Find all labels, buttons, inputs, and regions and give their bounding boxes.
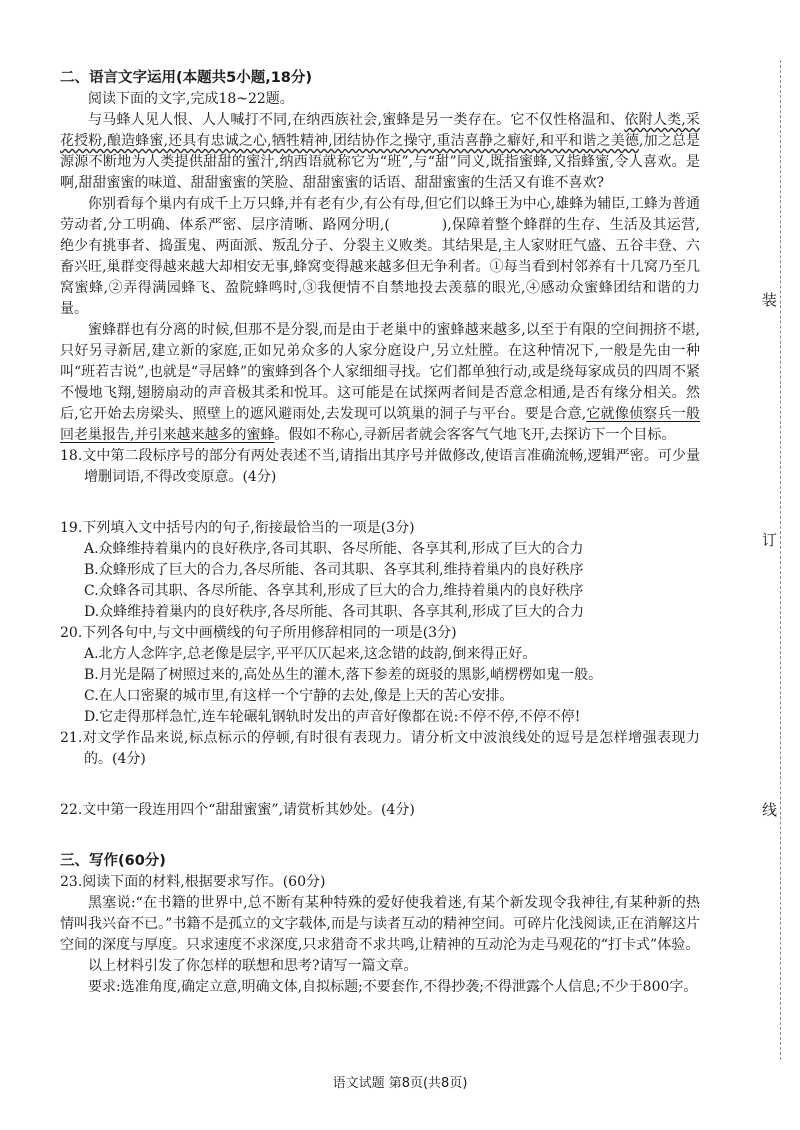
option-a: A.北方人念阵字,总老像是层字,平平仄仄起来,这念错的歧韵,倒来得正好。 — [84, 646, 537, 662]
underlined-sentence: 它就像侦察兵一般回老巢报告,并引来越来越多的蜜蜂 — [60, 406, 700, 443]
answer-space — [60, 488, 700, 518]
passage-paragraph-1 — [60, 110, 700, 194]
option-c: C.众蜂各司其职、各尽所能、各享其利,形成了巨大的合力,维持着巢内的良好秩序 — [84, 583, 584, 599]
option-b: B.月光是隔了树照过来的,高处丛生的灌木,落下参差的斑驳的黑影,峭楞楞如鬼一般。 — [84, 667, 603, 683]
binding-mark-xian: 线 — [762, 795, 777, 824]
binding-mark-ding: 订 — [762, 525, 777, 554]
writing-prompt: 以上材料引发了你怎样的联想和思考?请写一篇文章。 — [88, 958, 418, 974]
reading-instruction: 阅读下面的文字,完成18~22题。 — [88, 91, 294, 107]
question-18: 18.文中第二段标序号的部分有两处表述不当,请指出其序号并做修改,使语言准确流畅,逻辑严密。可少量增删词语,不得改变原意。(4分) — [60, 448, 700, 485]
passage-text: ,加之总是源源不断地为人类提供甜甜的蜜汁,纳西语就称它为“班”,与“甜”同义,既指蜜蜂,又指蜂蜜,令人喜欢。是啊,甜甜蜜蜜的味道、甜甜蜜蜜的笑脸、甜甜蜜蜜的话语、甜甜蜜蜜的生活又有谁不喜欢? — [60, 133, 700, 191]
passage-text: 蜜蜂群也有分离的时候,但那不是分裂,而是由于老巢中的蜜蜂越来越多,以至于有限的空间拥挤不堪,只好另寻新居,建立新的家庭,正如兄弟众多的人家分庭设户,另立灶膛。在这种情况下,一般是先由一种叫“班若吉说”,也就是“寻居蜂”的蜜蜂到各个人家细细寻找。它们都单独行动,或是绕每家成员的四周不紧不慢地飞翔,翅膀扇动的声音极其柔和悦耳。这可能是在试探两者间是否意念相通,是否有缘分相关。然后,它开始去房梁头、照壁上的遮风避雨处,去发现可以筑巢的洞子与平台。要是合意, — [60, 322, 700, 422]
question-19: 19.下列填入文中括号内的句子,衔接最恰当的一项是(3分) — [60, 520, 415, 536]
section-title: 二、语言文字运用(本题共5小题,18分) — [60, 70, 313, 86]
passage-text: 与马蜂人见人恨、人人喊打不同,在纳西族社会,蜜蜂是另一类存在。它不仅性格温和、 — [88, 112, 625, 128]
passage-paragraph-2 — [60, 194, 700, 320]
writing-requirements: 要求:选准角度,确定立意,明确文体,自拟标题;不要套作,不得抄袭;不得泄露个人信息;不少于800字。 — [88, 979, 698, 995]
question-22: 22.文中第一段连用四个“甜甜蜜蜜”,请赏析其妙处。(4分) — [60, 802, 415, 818]
page-footer: 语文试题 第8页(共8页) — [332, 1076, 468, 1091]
option-d: D.众蜂维持着巢内的良好秩序,各尽所能、各司其职、各享其利,形成了巨大的合力 — [84, 604, 585, 620]
option-a: A.众蜂维持着巢内的良好秩序,各司其职、各尽所能、各享其利,形成了巨大的合力 — [84, 541, 584, 557]
option-b: B.众蜂形成了巨大的合力,各尽所能、各司其职、各享其利,维持着巢内的良好秩序 — [84, 562, 584, 578]
writing-material: 黑塞说:“在书籍的世界中,总不断有某种特殊的爱好使我着迷,有某个新发现令我神往,有某种新的热情叫我兴奋不已。”书籍不是孤立的文字载体,而是与读者互动的精神空间。可碎片化浅阅读,正在消解这片空间的深度与厚度。只求速度不求深度,只求猎奇不求共鸣,让精神的互动沦为走马观花的“打卡式”体验。 — [60, 895, 700, 953]
passage-text: 你别看每个巢内有成千上万只蜂,并有老有少,有公有母,但它们以蜂王为中心,雄蜂为辅臣,工蜂为普通劳动者,分工明确、体系严密、层序清晰、路网分明,( — [60, 196, 700, 233]
answer-space — [60, 770, 700, 800]
passage-paragraph-3 — [60, 320, 700, 446]
binding-mark-zhuang: 装 — [762, 285, 777, 314]
exam-page — [60, 68, 700, 998]
binding-line — [730, 60, 800, 1060]
question-21: 21.对文学作品来说,标点标示的停顿,有时很有表现力。请分析文中波浪线处的逗号是怎样增强表现力的。(4分) — [60, 730, 700, 767]
section-title: 三、写作(60分) — [60, 853, 166, 869]
answer-space — [60, 821, 700, 851]
option-d: D.它走得那样急忙,连车轮碾轧钢轨时发出的声音好像都在说:不停不停,不停不停! — [84, 709, 581, 725]
passage-text: 。假如不称心,寻新居者就会客客气气地飞开,去探访下一个目标。 — [274, 427, 676, 443]
option-c: C.在人口密聚的城市里,有这样一个宁静的去处,像是上天的苦心安排。 — [84, 688, 514, 704]
question-23: 23.阅读下面的材料,根据要求写作。(60分) — [60, 874, 326, 890]
dashed-divider — [780, 60, 781, 1060]
passage-text: ),保障着整个蜂群的生存、生活及其运营,绝少有挑事者、捣蛋鬼、两面派、叛乱分子、分裂主义败类。其结果是,主人家财旺气盛、五谷丰登、六畜兴旺,巢群变得越来越大却相安无事,蜂窝变得越来越多但无争利者。①每当看到村邻养有十几窝乃至几窝蜜蜂,②弄得满园蜂飞、盈院蜂鸣时,③我便情不自禁地投去羡慕的眼光,④感动众蜜蜂团结和谐的力量。 — [60, 217, 700, 317]
question-20: 20.下列各句中,与文中画横线的句子所用修辞相同的一项是(3分) — [60, 625, 457, 641]
wavy-underlined-text: 依附人类,采花授粉,酿造蜂蜜,还具有忠诚之心,牺牲精神,团结协作之操守,重洁喜静之癖好,和平和谐之美德 — [60, 112, 701, 149]
